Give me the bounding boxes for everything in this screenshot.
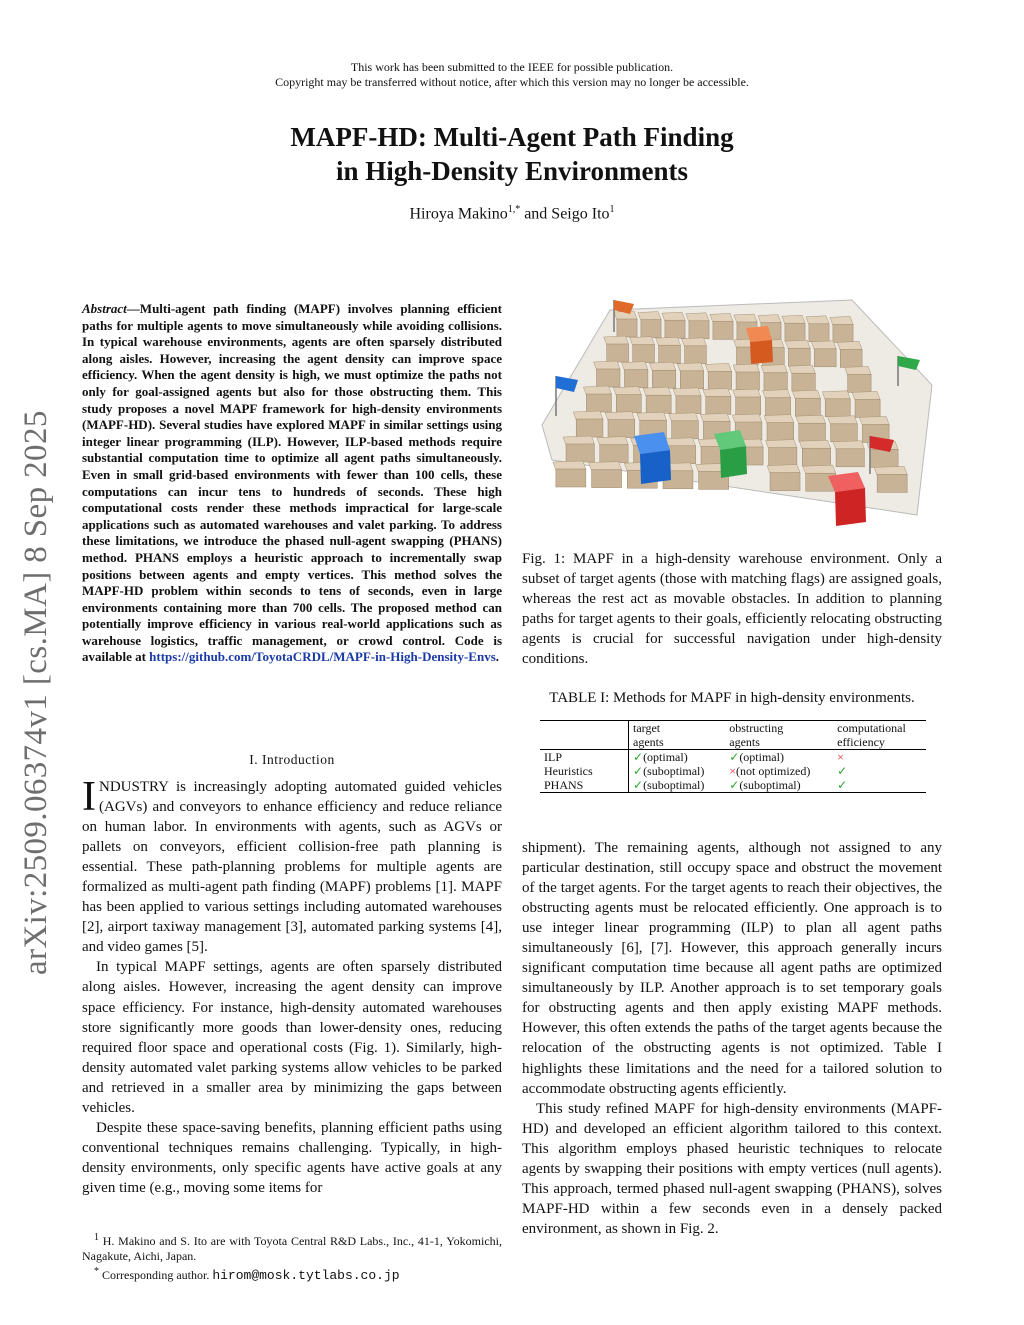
footnote-1 [82,1230,502,1264]
check-icon: ✓ [633,778,644,792]
cell-obstructing [725,778,833,793]
cell-target-text: (optimal) [643,750,688,764]
storage-box [673,388,701,414]
check-icon: ✓ [837,764,848,778]
header-target-line1: target [633,721,661,735]
cell-obstructing [725,750,833,765]
figure-1-warehouse-render [522,290,942,545]
storage-box [796,415,826,441]
header-target-line2: agents [633,735,664,749]
storage-box [613,387,641,413]
storage-box [806,316,829,342]
intro-paragraph-1 [82,774,502,957]
storage-box [605,412,635,438]
corresponding-email[interactable]: hirom@mosk.tytlabs.co.jp [212,1268,400,1283]
abstract-text: —Multi-agent path finding (MAPF) involves planning efficient paths for multiple agents to move simultaneously while avoiding collisions. In typical warehouse environments, agents are often sparsely distributed along aisles. However, increasing the agent density can improve space efficiency. When the agent density is high, we must optimize the paths not only for goal-assigned agents but also for those obstructing them. This study proposes a novel MAPF framework for high-density environments (MAPF-HD). Several studies have explored MAPF in similar settings using integer linear programming (ILP). However, ILP-based methods require substantial computation time to optimize all agent paths simultaneously. Even in small grid-based environments with fewer than 100 cells, these computations can incur tens to hundreds of seconds. These high computational costs render these methods impractical for large-scale applications such as automated warehouses and valet parking. To address these limitations, we introduce the phased null-agent swapping (PHANS) method. PHANS employs a heuristic approach to incrementally swap positions between agents and empty vertices. This method solves the MAPF-HD problem within seconds to tens of seconds, even in large environments containing more than 700 cells. The proposed method can potentially improve efficiency in various real-world applications such as warehouse logistics, traffic management, or crowd control. Code is available at [82,301,502,665]
intro-paragraph-1-text: NDUSTRY is increasingly adopting automated guided vehicles (AGVs) and conveyors to enhance efficiency and reduce reliance on human labor. In environments with agents, such as AGVs or pallets on conveyors, efficient collision-free path planning is essential. These path-planning problems for multiple agents are formalized as multi-agent path finding (MAPF) problems [1]. MAPF has been applied to various settings including automated warehouses [2], airport taxiway management [3], automated parking systems [4], and video games [5]. [82,779,502,956]
abstract-label: Abstract [82,301,127,316]
storage-box [705,363,731,389]
storage-box [643,387,671,413]
author-2-affiliation: 1 [609,204,615,215]
storage-box [767,465,800,491]
cell-target-text: (suboptimal) [643,764,705,778]
check-icon: ✓ [633,750,644,764]
cell-obstructing-text: (suboptimal) [739,778,801,792]
cell-obstructing-text: (not optimized) [736,764,811,778]
cell-target [629,764,726,778]
storage-box [621,362,647,388]
storage-box [583,386,611,412]
storage-box [677,363,703,389]
header-efficiency-line2: efficiency [837,735,885,749]
abstract-end: . [495,649,499,665]
storage-box [785,340,810,366]
storage-box [597,437,628,463]
storage-box [594,361,620,387]
storage-box [830,316,853,342]
cell-obstructing-text: (optimal) [739,750,784,764]
storage-box [837,341,862,367]
storage-box [733,364,759,390]
storage-box [686,313,709,339]
storage-box [792,390,820,416]
footnote-2-mark: * [94,1266,99,1277]
cell-target [629,750,726,765]
author-1: Hiroya Makino [409,205,508,223]
storage-box [682,338,707,364]
storage-box [733,389,761,415]
header-method [540,721,629,750]
footnote-1-text: H. Makino and S. Ito are with Toyota Central R&D Labs., Inc., 41-1, Yokomichi, Nagakute, Aichi, Japan. [82,1234,503,1263]
storage-box [874,466,907,492]
publication-notice [0,60,1024,90]
intro-paragraph-2: In typical MAPF settings, agents are often sparsely distributed along aisles. However, increasing the agent density can improve space efficiency. For instance, high-density automated warehouses store significantly more goods than lower-density ones, reducing required floor space and operational costs (Fig. 1). Similarly, high-density automated valet parking systems allow vehicles to be parked and retrieved in a smaller area by minimizing the gaps between vehicles. [82,959,502,1116]
figure-1-caption: Fig. 1: MAPF in a high-density warehouse environment. Only a subset of target agents (those with matching flags) are assigned goals, whereas the rest act as movable obstacles. In addition to planning paths for target agents to their goals, efficiently relocating obstructing agents is crucial for successful navigation under high-density conditions. [522,551,942,668]
storage-box [811,341,836,367]
header-efficiency [833,721,926,750]
cell-efficiency [833,750,926,765]
notice-line-2: Copyright may be transferred without notice, after which this version may no longer be accessible. [275,75,749,89]
author-2: Seigo Ito [551,205,610,223]
table-1-caption: TABLE I: Methods for MAPF in high-density environments. [549,690,915,706]
storage-box [662,312,685,338]
storage-box [649,362,675,388]
header-obstructing-line1: obstructing [729,721,784,735]
header-obstructing [725,721,833,750]
table-row-phans [540,778,926,793]
author-and: and [524,205,548,223]
storage-box [614,311,637,337]
storage-box [799,440,830,466]
storage-box [604,336,629,362]
notice-line-1: This work has been submitted to the IEEE for possible publication. [350,60,674,74]
arxiv-stamp: arXiv:2509.06374v1 [cs.MA] 8 Sep 2025 [18,410,54,975]
intro-paragraph-4: This study refined MAPF for high-density environments (MAPF-HD) and developed an efficient algorithm tailored to this context. This algorithm employs phased heuristic techniques to relocate agents by swapping their positions with empty vertices (null agents). This approach, termed phased null-agent swapping (PHANS), solves MAPF-HD within a few seconds even in a densely packed environment, as shown in Fig. 2. [522,1100,942,1237]
storage-box [822,391,850,417]
storage-box [710,313,733,339]
storage-box [764,415,794,441]
header-target [629,721,726,750]
storage-box [782,315,805,341]
intro-paragraph-3: Despite these space-saving benefits, planning efficient paths using conventional techniques remains challenging. Typically, in high-density environments, only specific agents have active goals at any given time (e.g., moving some items for [82,1119,502,1196]
cell-efficiency [833,778,926,793]
storage-box [766,440,797,466]
check-icon: ✓ [633,764,644,778]
storage-box [828,416,858,442]
paper-title [0,120,1024,188]
storage-box [789,365,815,391]
header-efficiency-line1: computational [837,721,906,735]
check-icon: ✓ [729,750,740,764]
storage-box [762,390,790,416]
cell-obstructing [725,764,833,778]
footnotes [82,1230,502,1283]
check-icon: ✓ [729,778,740,792]
storage-box [703,388,731,414]
storage-box [845,366,871,392]
drop-cap: I [82,774,96,820]
storage-box [833,441,864,467]
title-line-2: in High-Density Environments [335,156,689,186]
table-1-methods [540,720,926,793]
abstract [82,301,502,666]
table-row-heuristics [540,764,926,778]
storage-box [563,436,594,462]
storage-box [638,312,661,338]
cross-icon: × [837,750,844,764]
introduction-left-column [82,774,502,1198]
section-heading-introduction: I. Introduction [249,752,335,767]
check-icon: ✓ [837,778,848,792]
storage-box [852,391,880,417]
code-link[interactable]: https://github.com/ToyotaCRDL/MAPF-in-High-Density-Envs [149,649,496,665]
cell-method: PHANS [540,778,629,793]
storage-box [630,337,655,363]
cross-icon: × [729,764,737,778]
storage-box [553,461,586,487]
storage-box [656,337,681,363]
cell-target-text: (suboptimal) [643,778,705,792]
cell-method: Heuristics [540,764,629,778]
header-obstructing-line2: agents [729,735,760,749]
table-header-row [540,721,926,750]
cell-target [629,778,726,793]
title-line-1: MAPF-HD: Multi-Agent Path Finding [290,122,734,152]
storage-box [669,413,699,439]
table-row-ilp [540,750,926,765]
footnote-2 [82,1264,502,1283]
author-1-affiliation: 1,* [507,204,521,215]
footnote-1-mark: 1 [94,1232,99,1243]
intro-paragraph-3-continued: shipment). The remaining agents, although not assigned to any particular destination, still occupy space and obstruct the movement of the target agents. For the target agents to reach their objectives, the obstructing agents must be relocated efficiently. One approach is to use integer linear programming (ILP) to plan all agent paths simultaneously [6], [7]. However, this approach generally incurs significant computation time because all agent paths are optimized simultaneously by ILP. Another approach is to set temporary goals for obstructing agents and then apply existing MAPF methods. However, this often extends the paths of the target agents because the relocation of the obstructing agents is not optimized. Table I highlights these limitations and the need for a tailored solution to accommodate obstructing agents efficiently. [522,840,942,1097]
cell-method: ILP [540,750,629,765]
cell-efficiency [833,764,926,778]
storage-box [761,365,787,391]
footnote-2-text: Corresponding author. [102,1268,210,1282]
storage-box [573,411,603,437]
introduction-right-column [522,838,942,1239]
storage-box [589,462,622,488]
author-list [0,204,1024,223]
